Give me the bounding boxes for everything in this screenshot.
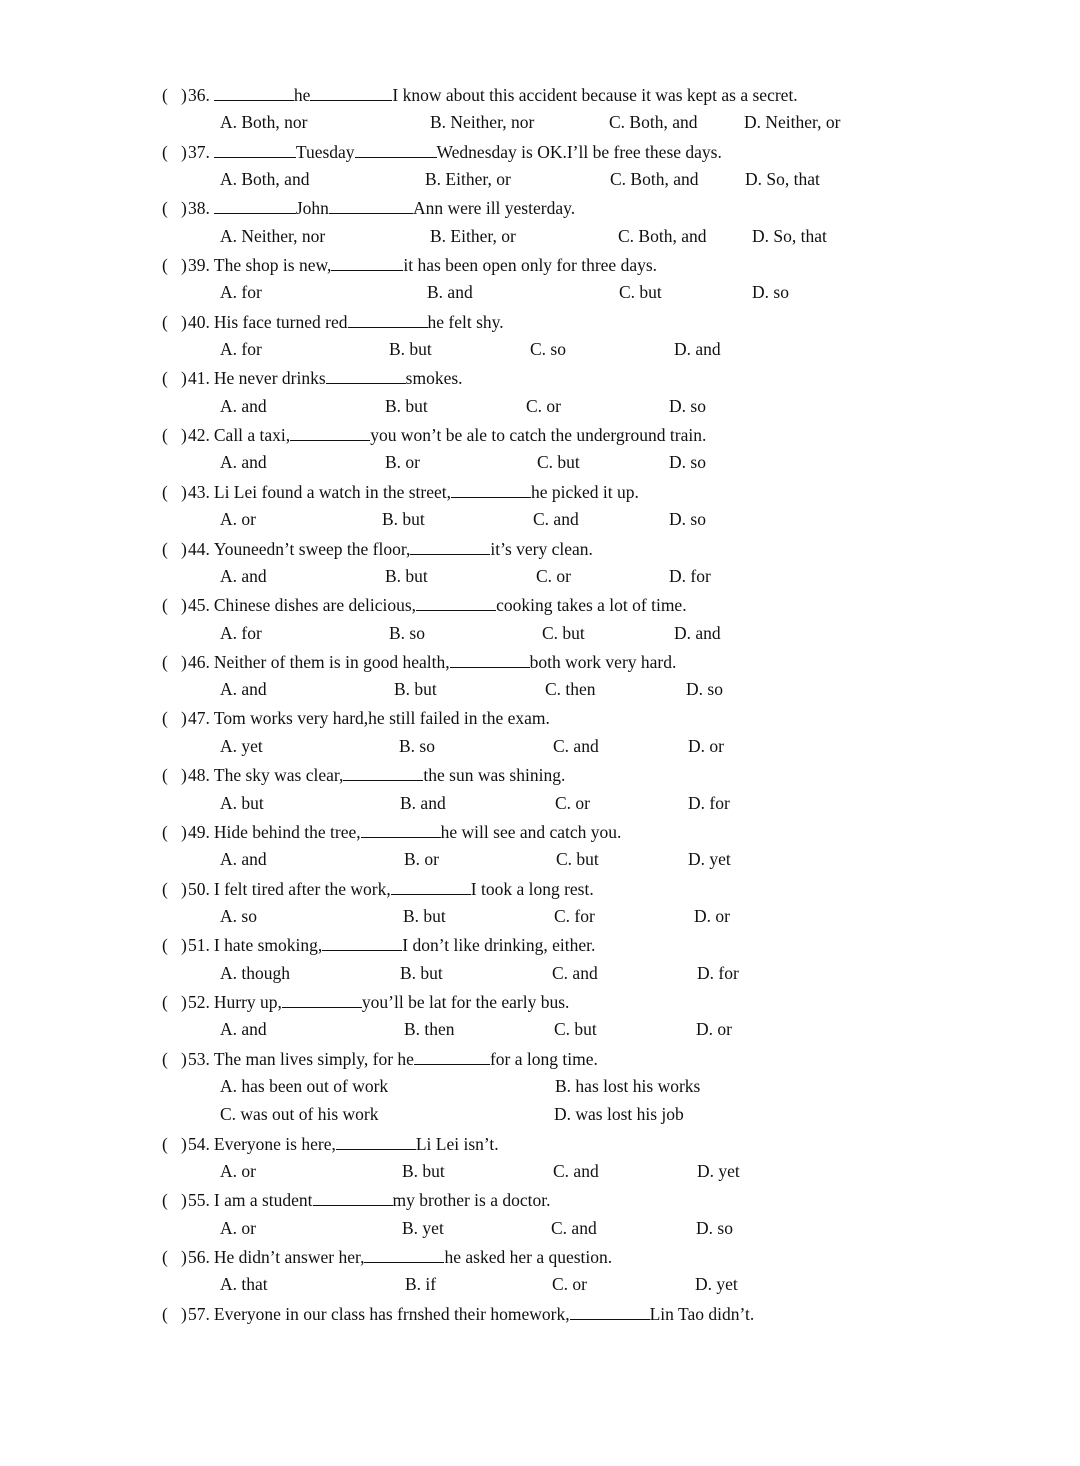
question-row	[162, 1299, 1042, 1327]
options-row	[162, 1157, 1042, 1185]
options-row	[162, 902, 1042, 930]
answer-option[interactable]: A. or	[220, 509, 256, 530]
question-number: 46.	[188, 651, 210, 672]
question-text: Lin Tao didn’t.	[649, 1303, 755, 1324]
answer-option[interactable]: B. but	[382, 509, 425, 530]
answer-option[interactable]: D. so	[752, 282, 789, 303]
question-number: 42.	[188, 425, 210, 446]
options-row	[162, 448, 1042, 476]
question-row	[162, 477, 1042, 505]
question-text: Everyone is here,	[213, 1133, 336, 1154]
answer-option[interactable]: B. Either, or	[430, 225, 516, 246]
answer-option[interactable]: D. and	[674, 622, 721, 643]
question-text: for a long time.	[489, 1048, 598, 1069]
answer-option[interactable]: B. Either, or	[425, 169, 511, 190]
options-row	[162, 1015, 1042, 1043]
options-row	[162, 1072, 1042, 1100]
answer-option[interactable]: C. was out of his work	[220, 1104, 379, 1125]
answer-option[interactable]: B. or	[404, 849, 439, 870]
question-row	[162, 987, 1042, 1015]
question-text: he felt shy.	[427, 311, 504, 332]
question-text: The shop is new,	[213, 255, 332, 276]
question-text: I hate smoking,	[213, 935, 323, 956]
answer-blank[interactable]	[214, 137, 296, 158]
question-row	[162, 363, 1042, 391]
options-row	[162, 1270, 1042, 1298]
question-text: He didn’t answer her,	[213, 1247, 365, 1268]
answer-blank[interactable]	[391, 874, 471, 895]
answer-option[interactable]: C. and	[533, 509, 579, 530]
answer-parenthesis[interactable]: ( )	[162, 1133, 187, 1154]
options-row	[162, 562, 1042, 590]
answer-option[interactable]: B. if	[405, 1274, 437, 1295]
answer-option[interactable]: A. but	[220, 792, 264, 813]
answer-blank[interactable]	[282, 987, 362, 1008]
answer-option[interactable]: D. for	[688, 792, 730, 813]
answer-parenthesis[interactable]: ( )	[162, 821, 187, 842]
answer-option[interactable]: A. so	[220, 905, 257, 926]
answer-option[interactable]: D. or	[696, 1019, 732, 1040]
answer-parenthesis[interactable]: ( )	[162, 368, 187, 389]
question-row	[162, 760, 1042, 788]
question-number: 39.	[188, 255, 210, 276]
answer-blank[interactable]	[414, 1044, 490, 1065]
question-text: he will see and catch you.	[440, 821, 622, 842]
question-text: The man lives simply, for he	[213, 1048, 414, 1069]
question-text: Hide behind the tree,	[213, 821, 361, 842]
answer-option[interactable]: A. or	[220, 1217, 256, 1238]
options-row	[162, 1100, 1042, 1128]
answer-option[interactable]: C. Both, and	[618, 225, 707, 246]
answer-parenthesis[interactable]: ( )	[162, 878, 187, 899]
question-row	[162, 647, 1042, 675]
answer-option[interactable]: D. or	[694, 905, 730, 926]
question-text: I know about this accident because it was kept as a secret.	[392, 85, 798, 105]
question-text: I felt tired after the work,	[213, 878, 391, 899]
question-text: Everyone in our class has frnshed their homework,	[213, 1303, 570, 1324]
question-row	[162, 420, 1042, 448]
answer-parenthesis[interactable]: ( )	[162, 992, 187, 1012]
answer-blank[interactable]	[343, 760, 423, 781]
answer-blank[interactable]	[290, 420, 370, 441]
answer-option[interactable]: C. or	[555, 792, 590, 813]
answer-option[interactable]: C. but	[554, 1019, 597, 1040]
answer-option[interactable]: B. but	[400, 962, 443, 983]
answer-option[interactable]: D. so	[696, 1217, 733, 1238]
options-row	[162, 505, 1042, 533]
answer-option[interactable]: A. that	[220, 1274, 268, 1295]
question-list	[162, 80, 1042, 1327]
answer-option[interactable]: A. and	[220, 679, 267, 700]
answer-option[interactable]: D. yet	[688, 849, 731, 870]
question-row	[162, 137, 1042, 165]
answer-blank[interactable]	[410, 534, 490, 555]
question-number: 49.	[188, 821, 210, 842]
question-number: 36.	[188, 85, 210, 105]
question-text: smokes.	[405, 368, 463, 389]
answer-option[interactable]: D. So, that	[752, 225, 827, 246]
answer-blank[interactable]	[450, 647, 530, 668]
answer-blank[interactable]	[322, 930, 402, 951]
answer-option[interactable]: A. and	[220, 849, 267, 870]
answer-parenthesis[interactable]: ( )	[162, 425, 187, 446]
question-text: Li Lei found a watch in the street,	[213, 481, 452, 502]
answer-parenthesis[interactable]: ( )	[162, 595, 187, 616]
answer-parenthesis[interactable]: ( )	[162, 1303, 187, 1324]
question-number: 54.	[188, 1133, 210, 1154]
options-row	[162, 108, 1042, 136]
answer-option[interactable]: D. yet	[697, 1161, 740, 1182]
question-row	[162, 1044, 1042, 1072]
question-number: 50.	[188, 878, 210, 899]
answer-option[interactable]: B. but	[394, 679, 437, 700]
answer-option[interactable]: B. but	[402, 1161, 445, 1182]
question-number: 51.	[188, 935, 210, 956]
answer-option[interactable]: D. so	[669, 509, 706, 530]
answer-option[interactable]: C. and	[551, 1217, 597, 1238]
question-text: Ann were ill yesterday.	[412, 198, 576, 219]
question-row	[162, 817, 1042, 845]
answer-option[interactable]: D. or	[688, 735, 724, 756]
answer-option[interactable]: B. but	[403, 905, 446, 926]
question-text: I am a student	[213, 1190, 313, 1211]
answer-option[interactable]: A. or	[220, 1161, 256, 1182]
answer-blank[interactable]	[214, 193, 296, 214]
answer-blank[interactable]	[570, 1299, 650, 1320]
answer-parenthesis[interactable]: ( )	[162, 651, 187, 672]
question-number: 55.	[188, 1190, 210, 1211]
answer-option[interactable]: A. for	[220, 282, 262, 303]
question-text: I took a long rest.	[470, 878, 594, 899]
options-row	[162, 732, 1042, 760]
answer-blank[interactable]	[326, 363, 406, 384]
question-number: 52.	[188, 992, 210, 1012]
answer-option[interactable]: B. has lost his works	[555, 1076, 701, 1097]
answer-option[interactable]: D. and	[674, 339, 721, 360]
answer-option[interactable]: A. and	[220, 395, 267, 416]
answer-option[interactable]: D. for	[669, 565, 711, 586]
question-number: 38.	[188, 198, 210, 219]
answer-blank[interactable]	[329, 193, 413, 214]
answer-option[interactable]: B. or	[385, 452, 420, 473]
answer-blank[interactable]	[331, 250, 403, 271]
question-text: Youneedn’t sweep the floor,	[213, 538, 411, 559]
question-text: you’ll be lat for the early bus.	[361, 992, 570, 1012]
answer-parenthesis[interactable]: ( )	[162, 707, 187, 728]
answer-option[interactable]: C. and	[553, 735, 599, 756]
question-text: the sun was shining.	[423, 765, 566, 786]
answer-parenthesis[interactable]: ( )	[162, 481, 187, 502]
question-text: Tuesday	[295, 141, 355, 162]
question-text: Hurry up,	[213, 992, 282, 1012]
answer-option[interactable]: B. so	[399, 735, 435, 756]
options-row	[162, 222, 1042, 250]
question-number: 44.	[188, 538, 210, 559]
answer-option[interactable]: D. yet	[695, 1274, 738, 1295]
answer-option[interactable]: B. but	[385, 395, 428, 416]
question-row	[162, 250, 1042, 278]
question-row	[162, 590, 1042, 618]
question-number: 47.	[188, 707, 210, 728]
answer-option[interactable]: C. and	[553, 1161, 599, 1182]
answer-blank[interactable]	[451, 477, 531, 498]
question-text: he asked her a question.	[444, 1247, 613, 1268]
question-text: you won’t be ale to catch the underground train.	[370, 425, 707, 446]
answer-option[interactable]: D. Neither, or	[744, 112, 841, 133]
answer-option[interactable]: B. but	[389, 339, 432, 360]
question-number: 43.	[188, 481, 210, 502]
options-row	[162, 392, 1042, 420]
answer-parenthesis[interactable]: ( )	[162, 255, 187, 276]
answer-option[interactable]: C. so	[530, 339, 566, 360]
question-row	[162, 307, 1042, 335]
question-text: he	[293, 85, 311, 105]
answer-option[interactable]: A. for	[220, 622, 262, 643]
answer-parenthesis[interactable]: ( )	[162, 935, 187, 956]
answer-option[interactable]: D. for	[697, 962, 739, 983]
question-text: Li Lei isn’t.	[415, 1133, 499, 1154]
options-row	[162, 845, 1042, 873]
answer-parenthesis[interactable]: ( )	[162, 198, 187, 219]
question-text: I don’t like drinking, either.	[402, 935, 596, 956]
answer-option[interactable]: D. so	[669, 395, 706, 416]
answer-option[interactable]: A. yet	[220, 735, 263, 756]
answer-option[interactable]: C. but	[537, 452, 580, 473]
answer-blank[interactable]	[416, 590, 496, 611]
answer-blank[interactable]	[361, 817, 441, 838]
question-text: Call a taxi,	[213, 425, 291, 446]
options-row	[162, 619, 1042, 647]
question-number: 45.	[188, 595, 210, 616]
question-text: my brother is a doctor.	[392, 1190, 551, 1211]
question-text: Tom works very hard,he still failed in the exam.	[213, 707, 550, 728]
answer-option[interactable]: C. but	[556, 849, 599, 870]
answer-option[interactable]: C. then	[545, 679, 596, 700]
question-row	[162, 874, 1042, 902]
question-row	[162, 1129, 1042, 1157]
answer-option[interactable]: B. and	[427, 282, 473, 303]
answer-option[interactable]: C. or	[526, 395, 561, 416]
answer-blank[interactable]	[355, 137, 437, 158]
answer-option[interactable]: B. yet	[402, 1217, 444, 1238]
answer-parenthesis[interactable]: ( )	[162, 538, 187, 559]
question-number: 40.	[188, 311, 210, 332]
question-row	[162, 1185, 1042, 1213]
question-row	[162, 193, 1042, 221]
question-text: cooking takes a lot of time.	[496, 595, 687, 616]
question-text: Chinese dishes are delicious,	[213, 595, 417, 616]
answer-option[interactable]: D. So, that	[745, 169, 820, 190]
question-number: 56.	[188, 1247, 210, 1268]
options-row	[162, 278, 1042, 306]
question-row	[162, 930, 1042, 958]
question-row	[162, 1242, 1042, 1270]
answer-option[interactable]: A. Neither, nor	[220, 225, 326, 246]
question-text: He never drinks	[213, 368, 326, 389]
answer-parenthesis[interactable]: ( )	[162, 311, 187, 332]
answer-option[interactable]: D. so	[686, 679, 723, 700]
answer-option[interactable]: A. and	[220, 565, 267, 586]
question-text: The sky was clear,	[213, 765, 344, 786]
question-number: 53.	[188, 1048, 210, 1069]
options-row	[162, 1214, 1042, 1242]
question-row	[162, 704, 1042, 732]
answer-option[interactable]: B. and	[400, 792, 446, 813]
question-text: it has been open only for three days.	[403, 255, 658, 276]
answer-blank[interactable]	[348, 307, 428, 328]
question-text: both work very hard.	[529, 651, 677, 672]
options-row	[162, 959, 1042, 987]
answer-option[interactable]: A. for	[220, 339, 262, 360]
answer-option[interactable]: C. but	[542, 622, 585, 643]
answer-parenthesis[interactable]: ( )	[162, 85, 187, 105]
answer-blank[interactable]	[310, 80, 392, 101]
question-row	[162, 80, 1042, 108]
answer-option[interactable]: A. Both, nor	[220, 112, 308, 133]
answer-parenthesis[interactable]: ( )	[162, 141, 187, 162]
question-text: it’s very clean.	[490, 538, 593, 559]
answer-option[interactable]: C. or	[536, 565, 571, 586]
answer-option[interactable]: B. but	[385, 565, 428, 586]
answer-option[interactable]: D. was lost his job	[554, 1104, 684, 1125]
question-text: John	[295, 198, 329, 219]
answer-option[interactable]: C. for	[554, 905, 595, 926]
answer-option[interactable]: A. and	[220, 452, 267, 473]
answer-option[interactable]: A. Both, and	[220, 169, 310, 190]
question-text: His face turned red	[213, 311, 348, 332]
answer-blank[interactable]	[336, 1129, 416, 1150]
answer-option[interactable]: B. then	[404, 1019, 455, 1040]
answer-option[interactable]: C. or	[552, 1274, 587, 1295]
question-number: 57.	[188, 1303, 210, 1324]
answer-option[interactable]: D. so	[669, 452, 706, 473]
answer-parenthesis[interactable]: ( )	[162, 765, 187, 786]
options-row	[162, 789, 1042, 817]
answer-option[interactable]: A. and	[220, 1019, 267, 1040]
answer-parenthesis[interactable]: ( )	[162, 1190, 187, 1211]
question-text: Neither of them is in good health,	[213, 651, 450, 672]
answer-option[interactable]: C. but	[619, 282, 662, 303]
answer-blank[interactable]	[364, 1242, 444, 1263]
answer-option[interactable]: C. and	[552, 962, 598, 983]
answer-parenthesis[interactable]: ( )	[162, 1048, 187, 1069]
options-row	[162, 675, 1042, 703]
answer-option[interactable]: A. has been out of work	[220, 1076, 389, 1097]
question-number: 37.	[188, 141, 210, 162]
question-row	[162, 534, 1042, 562]
answer-option[interactable]: C. Both, and	[610, 169, 699, 190]
question-number: 41.	[188, 368, 210, 389]
answer-blank[interactable]	[313, 1185, 393, 1206]
answer-option[interactable]: B. so	[389, 622, 425, 643]
answer-blank[interactable]	[214, 80, 294, 101]
question-number: 48.	[188, 765, 210, 786]
question-text: Wednesday is OK.I’ll be free these days.	[436, 141, 722, 162]
options-row	[162, 335, 1042, 363]
question-text: he picked it up.	[531, 481, 639, 502]
answer-option[interactable]: C. Both, and	[609, 112, 698, 133]
answer-parenthesis[interactable]: ( )	[162, 1247, 187, 1268]
answer-option[interactable]: A. though	[220, 962, 290, 983]
options-row	[162, 165, 1042, 193]
answer-option[interactable]: B. Neither, nor	[430, 112, 535, 133]
